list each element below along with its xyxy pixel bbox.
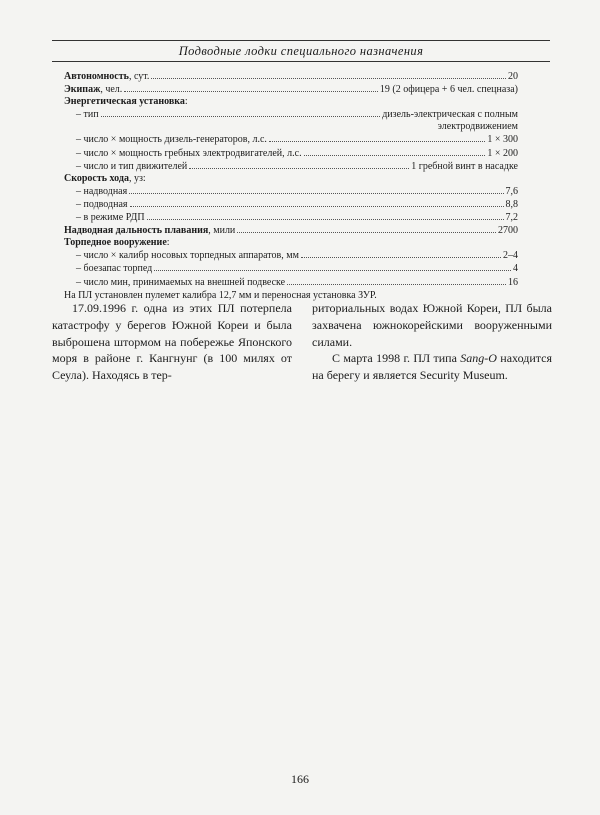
left-column (52, 300, 292, 384)
paragraph: С марта 1998 г. ПЛ типа Sang-O находится на берегу и является Security Museum. (312, 351, 552, 383)
dot-leader (147, 211, 504, 220)
spec-row-speed-snorkel (64, 211, 518, 224)
spec-label: – надводная (76, 185, 128, 197)
spec-row-propulsors (64, 160, 518, 173)
dot-leader (189, 160, 409, 169)
dot-leader (304, 147, 486, 156)
spec-row-speed-submerged (64, 198, 518, 211)
spec-row-torpedo-tubes (64, 249, 518, 262)
spec-row-power-type (64, 108, 518, 121)
spec-unit: , сут. (128, 71, 150, 82)
spec-label: – число мин, принимаемых на внешней подвеске (76, 276, 286, 288)
dot-leader (130, 198, 504, 207)
spec-label: Автономность (64, 71, 129, 82)
spec-label: – число × калибр носовых торпедных аппаратов, мм (76, 250, 299, 262)
spec-label: – число × мощность гребных электродвигателей, л.с. (76, 147, 302, 159)
right-column (312, 300, 552, 384)
spec-table (64, 70, 518, 302)
dot-leader (301, 249, 501, 258)
spec-value: 2–4 (503, 250, 518, 262)
paragraph: 17.09.1996 г. одна из этих ПЛ потерпела катастрофу у берегов Южной Кореи и была выброшена штормом на побережье Японского моря в районе г. Кангнунг (в 100 милях от Сеула). Находясь в тер- (52, 301, 292, 383)
spec-value: 1 × 300 (487, 134, 518, 146)
spec-value: 1 гребной винт в насадке (411, 160, 518, 172)
spec-label: – число и тип движителей (76, 160, 188, 172)
spec-row-diesel (64, 133, 518, 146)
dot-leader (101, 108, 381, 117)
spec-value: дизель-электрическая с полным (382, 109, 518, 121)
submarine-type-name: Sang-O (460, 351, 497, 366)
spec-value: 7,6 (505, 185, 518, 197)
page-number: 166 (291, 772, 309, 786)
dot-leader (269, 133, 485, 142)
spec-row-torpedo-load (64, 262, 518, 275)
dot-leader (287, 276, 506, 285)
spec-value: 2700 (498, 225, 518, 237)
dot-leader (129, 185, 503, 194)
spec-value: 1 × 200 (487, 147, 518, 159)
spec-value: 20 (508, 71, 518, 82)
dot-leader (124, 83, 378, 92)
spec-label: – боезапас торпед (76, 263, 153, 275)
spec-value: 4 (513, 263, 518, 275)
dot-leader (151, 70, 506, 79)
spec-heading-torpedo: Торпедное вооружение : (64, 237, 170, 249)
paragraph: риториальных водах Южной Кореи, ПЛ была захвачена южнокорейскими вооруженными силами. (312, 301, 552, 349)
spec-label: – подводная (76, 198, 128, 210)
dot-leader (154, 262, 511, 271)
spec-unit: , чел. (100, 84, 123, 96)
spec-row-range (64, 224, 518, 237)
dot-leader (237, 224, 496, 233)
spec-value: 19 (2 офицера + 6 чел. спецназа) (379, 84, 518, 96)
spec-row-mines (64, 276, 518, 289)
spec-row-autonomy (64, 70, 518, 83)
spec-value: 16 (508, 276, 518, 288)
spec-label: – тип (76, 109, 99, 121)
spec-label: Экипаж (64, 84, 101, 96)
spec-heading-speed: Скорость хода , уз: (64, 172, 146, 184)
spec-label: Надводная дальность плавания (64, 225, 209, 237)
spec-row-motors (64, 147, 518, 160)
body-columns (52, 300, 552, 384)
spec-label: – в режиме РДП (76, 212, 145, 224)
spec-row-speed-surface (64, 185, 518, 198)
spec-value: 7,2 (505, 212, 518, 224)
spec-value-continuation: электродвижением (437, 121, 518, 133)
spec-row-crew (64, 83, 518, 96)
spec-value: 8,8 (505, 198, 518, 210)
running-header: Подводные лодки специального назначения (52, 40, 550, 62)
spec-unit: , мили (208, 225, 236, 237)
spec-label: – число × мощность дизель-генераторов, л.с. (76, 134, 267, 146)
spec-heading-power: Энергетическая установка : (64, 96, 188, 108)
spec-note: На ПЛ установлен пулемет калибра 12,7 мм и переносная установка ЗУР. (64, 289, 377, 301)
